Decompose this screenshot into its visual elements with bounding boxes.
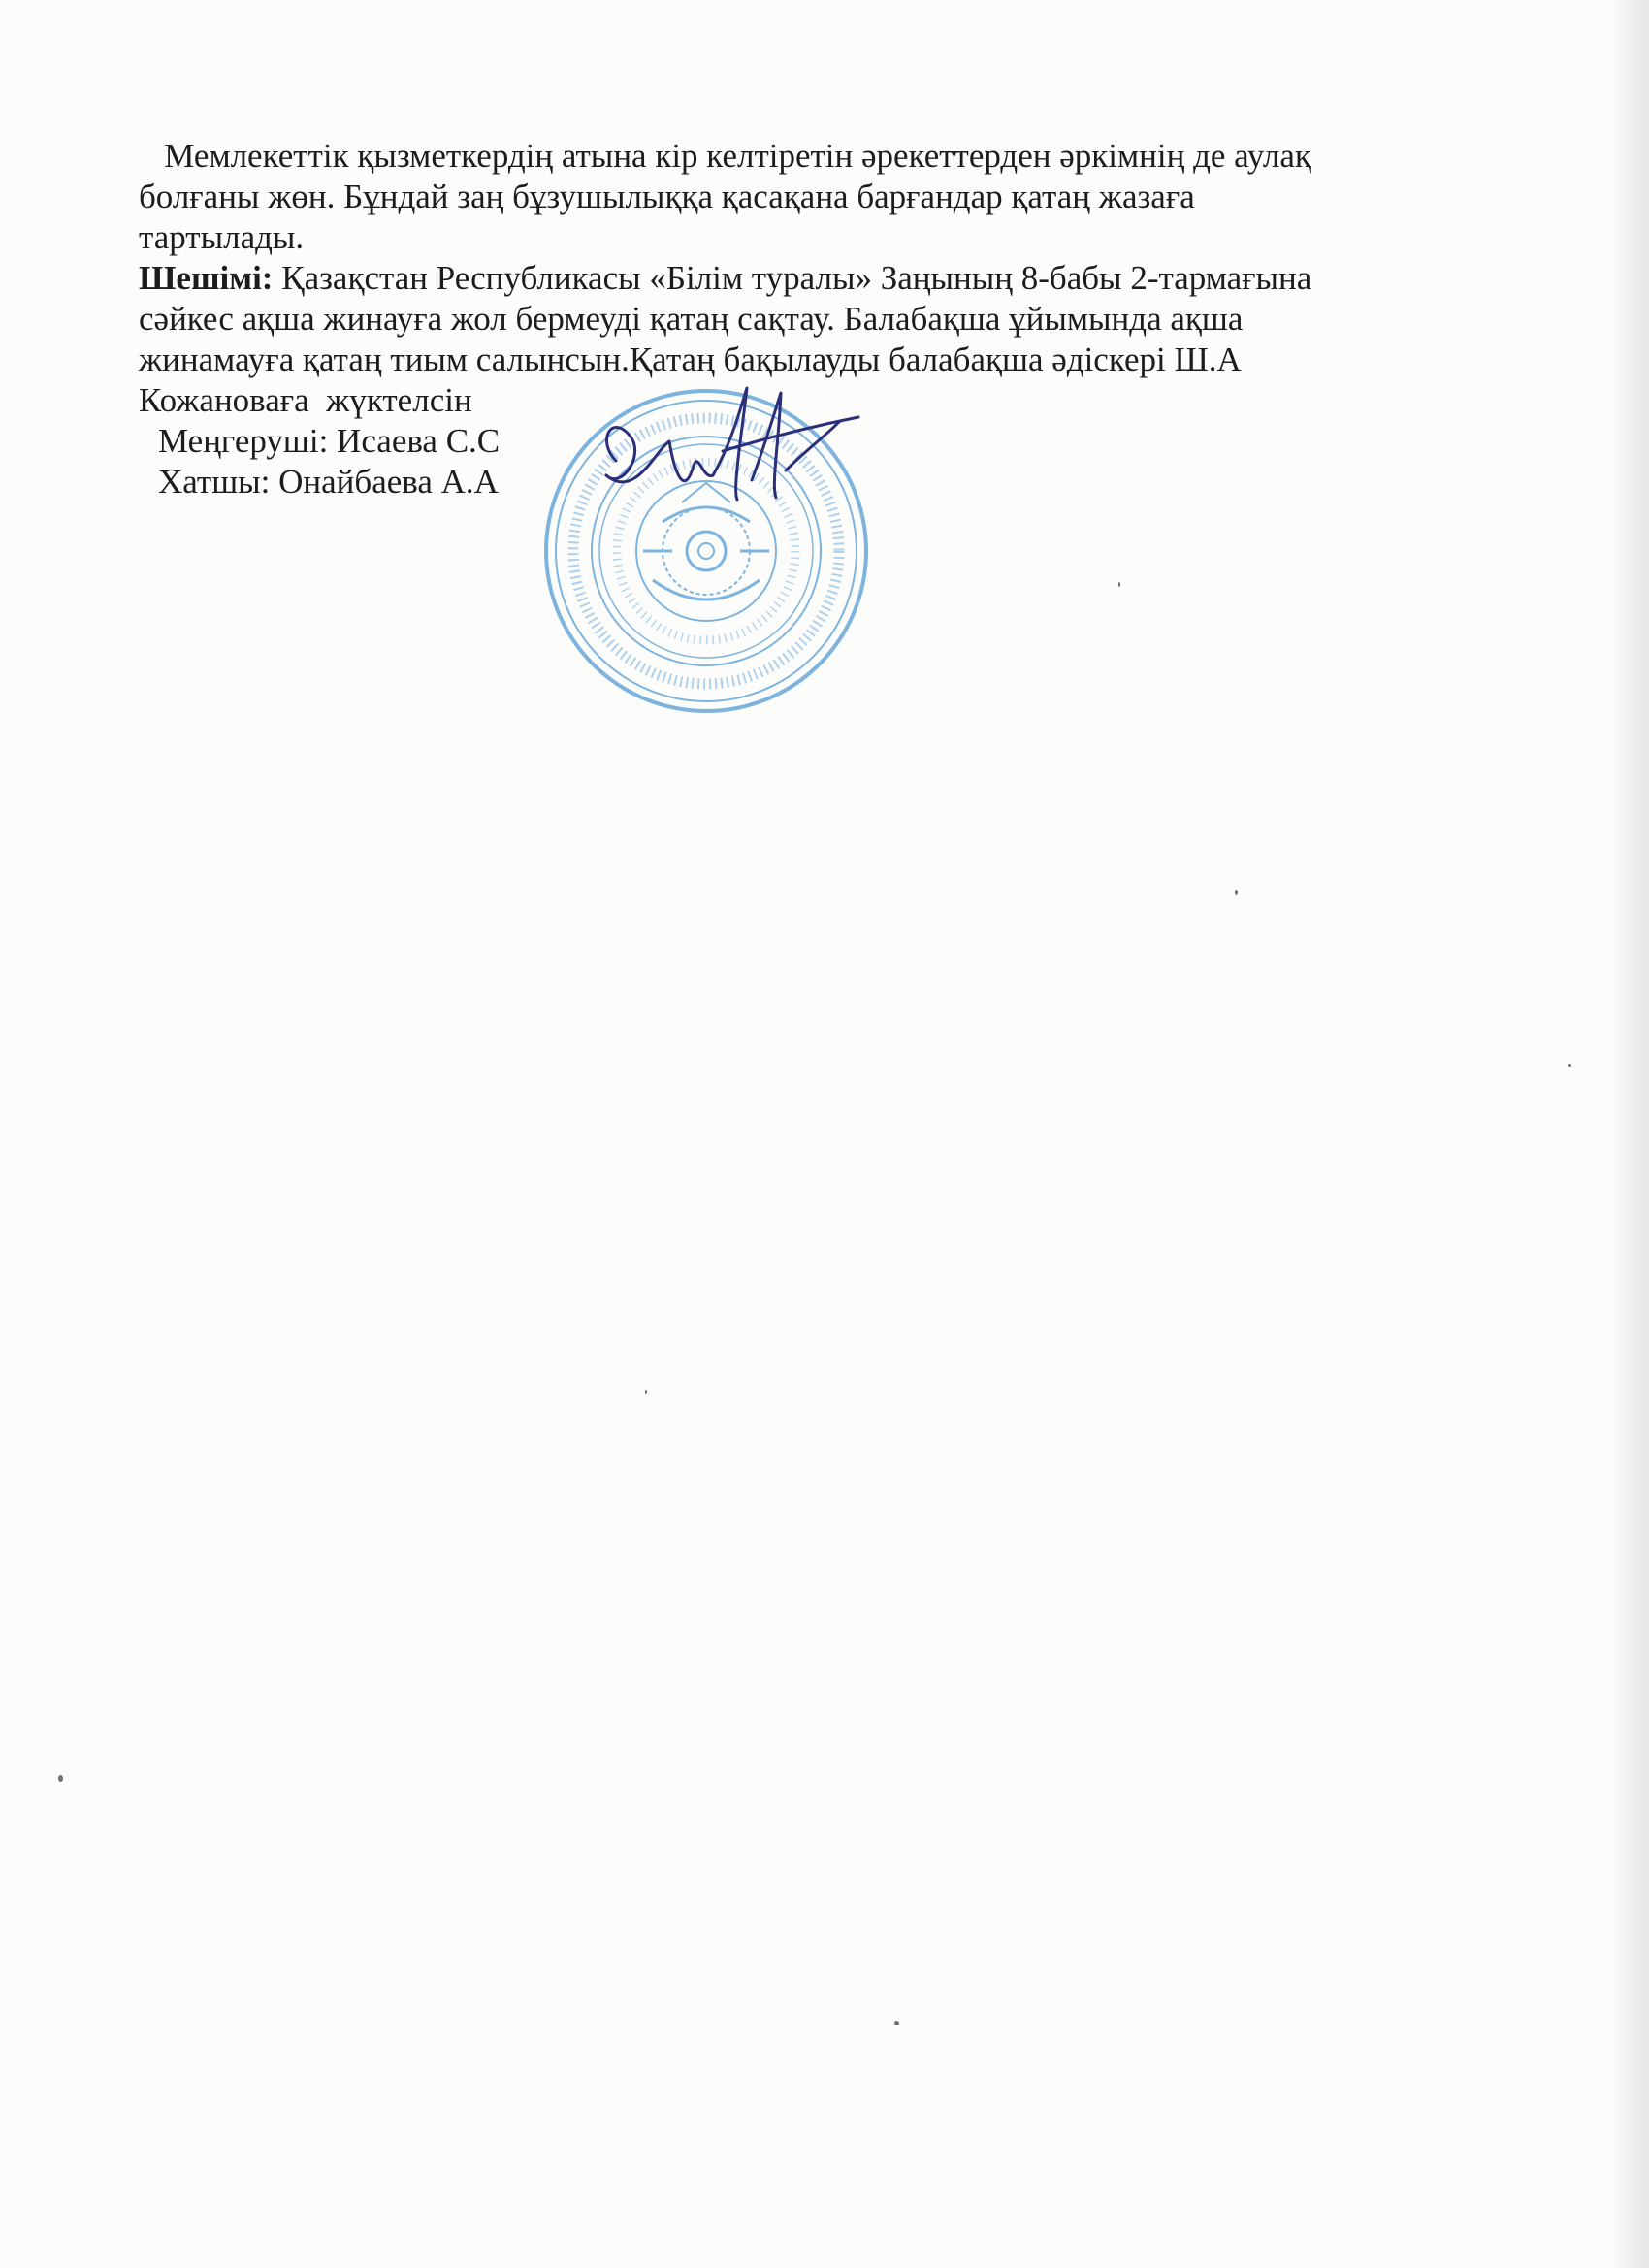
scan-speck xyxy=(58,1775,63,1782)
scan-speck xyxy=(894,2021,899,2025)
secretary-signature-line: Хатшы: Онайбаева А.А xyxy=(158,463,499,501)
decision-line-4: Кожановаға жүктелсін xyxy=(139,381,472,419)
decision-line-2: сәйкес ақша жинауға жол бермеуді қатаң сақтау. Балабақша ұйымында ақша xyxy=(139,300,1244,338)
scan-speck xyxy=(645,1390,647,1394)
paragraph-line-2: болғаны жөн. Бұндай заң бұзушылыққа қасақана барғандар қатаң жазаға xyxy=(139,178,1195,215)
decision-text-start: Қазақстан Республикасы «Білім туралы» Заңының 8-бабы 2-тармағына xyxy=(273,259,1312,297)
decision-label: Шешімі: xyxy=(139,259,274,297)
head-signature-line: Меңгеруші: Исаева С.С xyxy=(158,422,501,460)
scan-speck xyxy=(1568,1064,1571,1067)
handwritten-signature-icon xyxy=(577,383,868,529)
scan-speck xyxy=(1118,582,1120,587)
decision-line-1 xyxy=(139,258,1497,299)
scan-speck xyxy=(1235,890,1238,895)
decision-line-3: жинамауға қатаң тиым салынсын.Қатаң бақылауды балабақша әдіскері Ш.А xyxy=(139,340,1242,378)
paragraph-line-1: Мемлекеттік қызметкердің атына кір келтіретін әрекеттерден әркімнің де аулақ xyxy=(139,137,1311,175)
scan-edge-shadow xyxy=(1610,0,1649,2268)
paragraph-line-3: тартылады. xyxy=(139,218,305,256)
